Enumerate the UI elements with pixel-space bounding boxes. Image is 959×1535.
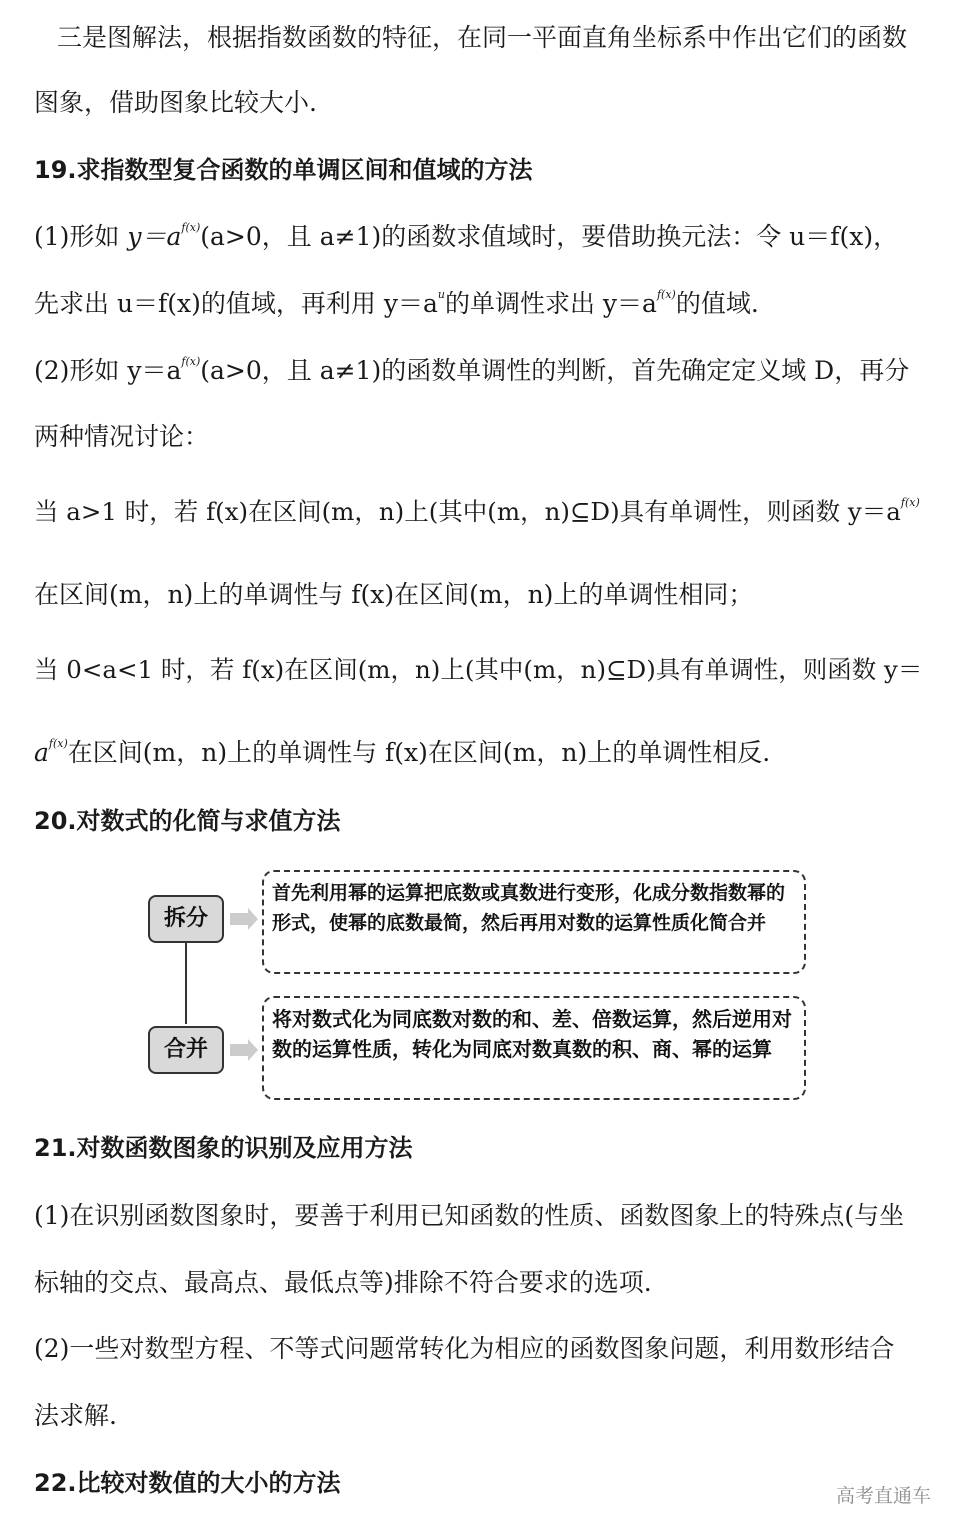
text-span: (a>0，且 a≠1)的函数求值域时，要借助换元法：令 u＝f(x)， — [200, 222, 899, 251]
section-19-case-1-line-1 — [34, 497, 920, 527]
exponent: f(x) — [656, 288, 676, 301]
section-21-title: 21.对数函数图象的识别及应用方法 — [34, 1134, 413, 1162]
section-19-case-2-line-2 — [34, 738, 770, 768]
split-description-box: 首先利用幂的运算把底数或真数进行变形，化成分数指数幂的形式，使幂的底数最简，然后再用对数的运算性质化简合并 — [262, 870, 806, 974]
exponent: f(x) — [181, 355, 201, 368]
section-21-p1-line-2: 标轴的交点、最高点、最低点等)排除不符合要求的选项. — [34, 1268, 652, 1297]
arrow-icon — [230, 908, 258, 930]
node-merge: 合并 — [148, 1026, 224, 1074]
section-19-case-1-line-2: 在区间(m，n)上的单调性与 f(x)在区间(m，n)上的单调性相同； — [34, 580, 754, 609]
watermark: 高考直通车 — [835, 1485, 931, 1507]
merge-description-box: 将对数式化为同底数对数的和、差、倍数运算，然后逆用对数的运算性质，转化为同底对数真数的积、商、幂的运算 — [262, 996, 806, 1100]
node-split: 拆分 — [148, 895, 224, 943]
section-19-p1-line-2 — [34, 289, 759, 319]
section-20-title: 20.对数式的化简与求值方法 — [34, 807, 341, 835]
formula-span: y＝a — [127, 222, 182, 251]
text-span: 在区间(m，n)上的单调性与 f(x)在区间(m，n)上的单调性相反. — [67, 738, 771, 767]
section-21-p2-line-2: 法求解. — [34, 1401, 117, 1430]
text-span: 先求出 u＝f(x)的值域，再利用 y＝a — [34, 289, 438, 318]
intro-line-2: 图象，借助图象比较大小. — [34, 88, 317, 117]
section-19-p2-line-2: 两种情况讨论： — [34, 422, 210, 451]
text-span: 当 a>1 时，若 f(x)在区间(m，n)上(其中(m，n)⊆D)具有单调性，则函数 y＝a — [34, 497, 901, 526]
section-21-p1-line-1: (1)在识别函数图象时，要善于利用已知函数的性质、函数图象上的特殊点(与坐 — [34, 1201, 905, 1230]
section-22-title: 22.比较对数值的大小的方法 — [34, 1469, 341, 1497]
intro-line-1: 三是图解法，根据指数函数的特征，在同一平面直角坐标系中作出它们的函数 — [57, 23, 908, 52]
text-span: (2)形如 y＝a — [34, 356, 182, 385]
section-19-title: 19.求指数型复合函数的单调区间和值域的方法 — [34, 156, 533, 184]
section-19-p2-line-1 — [34, 356, 909, 386]
section-19-p1-line-1 — [34, 222, 898, 252]
exponent: f(x) — [48, 737, 68, 750]
arrow-icon — [230, 1039, 258, 1061]
formula-span: a — [34, 738, 49, 767]
text-span: (a>0，且 a≠1)的函数单调性的判断，首先确定定义域 D，再分 — [200, 356, 910, 385]
text-span: (1)形如 — [34, 222, 128, 251]
exponent: u — [437, 288, 445, 301]
exponent: f(x) — [181, 221, 201, 234]
exponent: f(x) — [900, 496, 920, 509]
text-span: 的单调性求出 y＝a — [444, 289, 657, 318]
text-span: 的值域. — [675, 289, 759, 318]
section-21-p2-line-1: (2)一些对数型方程、不等式问题常转化为相应的函数图象问题，利用数形结合 — [34, 1334, 895, 1363]
section-19-case-2-line-1: 当 0<a<1 时，若 f(x)在区间(m，n)上(其中(m，n)⊆D)具有单调性，则函数 y＝ — [34, 655, 923, 684]
